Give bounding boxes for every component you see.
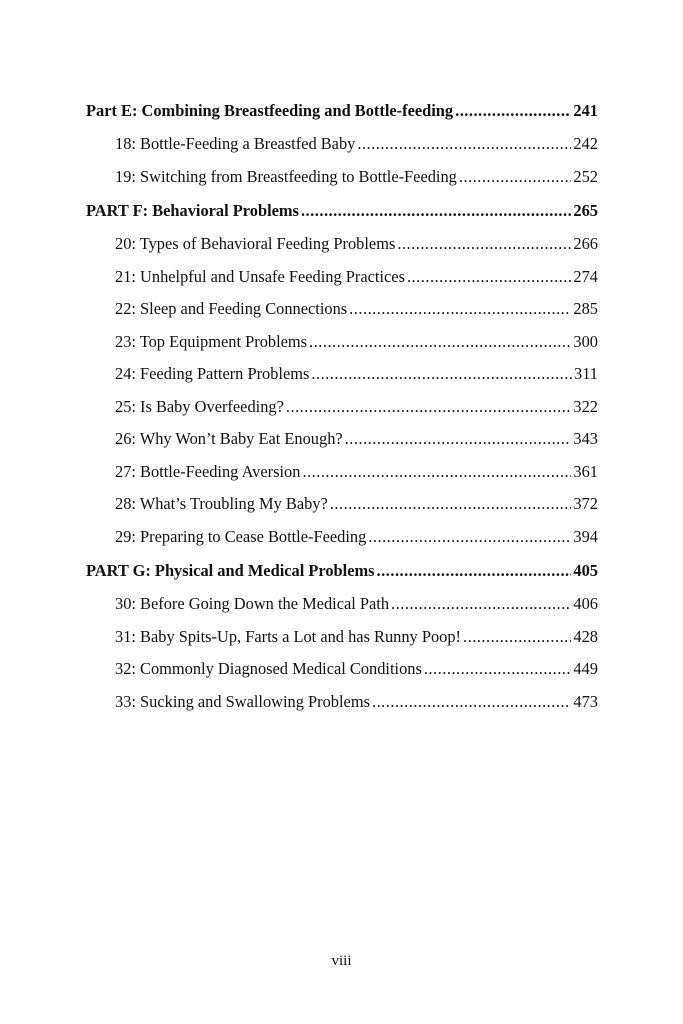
toc-chapter-21 xyxy=(86,261,598,294)
toc-entry-page: 266 xyxy=(573,234,598,253)
toc-entry-title: 20: Types of Behavioral Feeding Problems xyxy=(115,234,396,253)
dot-leader xyxy=(345,423,572,456)
table-of-contents xyxy=(86,94,598,718)
toc-chapter-20 xyxy=(86,228,598,261)
dot-leader xyxy=(368,521,571,554)
dot-leader xyxy=(286,391,572,424)
toc-chapter-30 xyxy=(86,588,598,621)
toc-entry-page: 372 xyxy=(573,494,598,513)
toc-entry-page: 405 xyxy=(573,561,598,580)
dot-leader xyxy=(455,94,571,128)
toc-entry-page: 311 xyxy=(574,364,598,383)
toc-chapter-18 xyxy=(86,128,598,161)
toc-entry-page: 322 xyxy=(573,396,598,416)
toc-entry-title: 30: Before Going Down the Medical Path xyxy=(115,594,390,613)
toc-entry-title: 19: Switching from Breastfeeding to Bottle-Feeding xyxy=(115,166,457,186)
toc-entry-page: 449 xyxy=(573,659,598,678)
toc-entry-page: 428 xyxy=(573,626,598,646)
toc-chapter-22 xyxy=(86,293,598,326)
toc-entry-title: 33: Sucking and Swallowing Problems xyxy=(115,691,370,711)
toc-chapter-25 xyxy=(86,391,598,424)
dot-leader xyxy=(330,488,572,521)
dot-leader xyxy=(459,161,572,194)
toc-entry-page: 242 xyxy=(573,134,598,153)
toc-entry-title: 24: Feeding Pattern Problems xyxy=(115,364,310,383)
dot-leader xyxy=(302,456,571,489)
toc-chapter-33 xyxy=(86,686,598,719)
toc-entry-title: 32: Commonly Diagnosed Medical Conditions xyxy=(115,659,422,678)
toc-part-e xyxy=(86,94,598,128)
dot-leader xyxy=(311,358,572,391)
toc-part-f xyxy=(86,194,598,228)
dot-leader xyxy=(372,686,571,719)
toc-entry-title: 23: Top Equipment Problems xyxy=(115,331,308,351)
toc-entry-page: 252 xyxy=(573,166,598,186)
toc-entry-page: 361 xyxy=(573,461,598,481)
toc-entry-title: Part E: Combining Breastfeeding and Bottle-feeding xyxy=(86,101,454,120)
toc-chapter-24 xyxy=(86,358,598,391)
page-number: viii xyxy=(331,953,352,969)
toc-entry-title: 28: What’s Troubling My Baby? xyxy=(115,494,328,513)
toc-entry-title: 26: Why Won’t Baby Eat Enough? xyxy=(115,429,343,448)
toc-chapter-28 xyxy=(86,488,598,521)
toc-entry-title: 25: Is Baby Overfeeding? xyxy=(115,396,284,416)
toc-part-g xyxy=(86,554,598,588)
toc-entry-title: 18: Bottle-Feeding a Breastfed Baby xyxy=(115,134,356,153)
toc-entry-page: 265 xyxy=(573,201,598,220)
toc-chapter-23 xyxy=(86,326,598,359)
toc-entry-title: 29: Preparing to Cease Bottle-Feeding xyxy=(115,526,367,546)
toc-entry-page: 241 xyxy=(573,101,598,120)
toc-entry-title: 27: Bottle-Feeding Aversion xyxy=(115,461,301,481)
toc-chapter-29 xyxy=(86,521,598,554)
toc-chapter-19 xyxy=(86,161,598,194)
dot-leader xyxy=(301,194,571,228)
toc-entry-page: 473 xyxy=(573,691,598,711)
toc-entry-page: 274 xyxy=(573,266,598,286)
dot-leader xyxy=(309,326,571,359)
dot-leader xyxy=(407,261,571,294)
toc-entry-title: PART F: Behavioral Problems xyxy=(86,201,299,220)
dot-leader xyxy=(357,128,571,161)
dot-leader xyxy=(424,653,572,686)
dot-leader xyxy=(463,621,571,654)
dot-leader xyxy=(349,293,571,326)
dot-leader xyxy=(397,228,571,261)
toc-entry-title: 31: Baby Spits-Up, Farts a Lot and has Runny Poop! xyxy=(115,626,462,646)
toc-entry-title: PART G: Physical and Medical Problems xyxy=(86,561,375,580)
toc-chapter-31 xyxy=(86,621,598,654)
toc-chapter-27 xyxy=(86,456,598,489)
toc-entry-title: 21: Unhelpful and Unsafe Feeding Practices xyxy=(115,266,405,286)
toc-entry-title: 22: Sleep and Feeding Connections xyxy=(115,299,348,318)
toc-entry-page: 343 xyxy=(573,429,598,448)
toc-entry-page: 406 xyxy=(573,594,598,613)
toc-entry-page: 285 xyxy=(573,299,598,318)
toc-chapter-26 xyxy=(86,423,598,456)
toc-entry-page: 300 xyxy=(573,331,598,351)
dot-leader xyxy=(377,554,572,588)
dot-leader xyxy=(391,588,571,621)
toc-chapter-32 xyxy=(86,653,598,686)
toc-entry-page: 394 xyxy=(573,526,598,546)
